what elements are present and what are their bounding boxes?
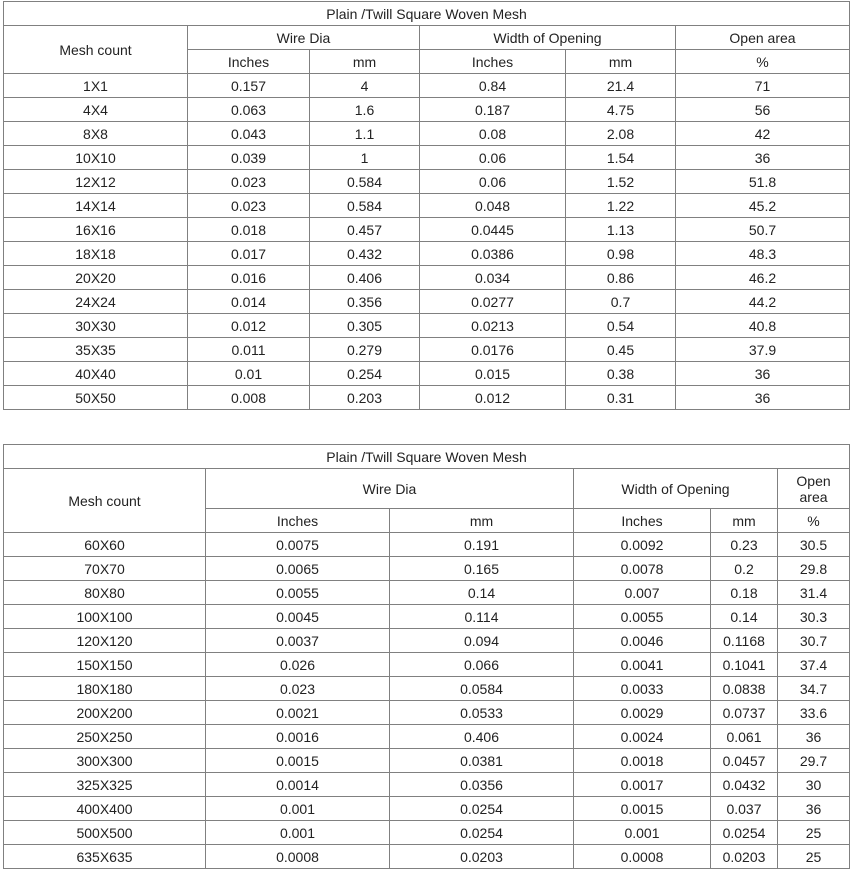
cell-wire-inches: 0.023	[188, 194, 310, 218]
cell-wire-inches: 0.001	[206, 797, 390, 821]
cell-opening-inches: 0.84	[420, 74, 566, 98]
table-row	[4, 122, 850, 146]
cell-opening-inches: 0.007	[574, 581, 711, 605]
table-row	[4, 266, 850, 290]
cell-open-area: 45.2	[676, 194, 850, 218]
cell-open-area: 25	[778, 845, 850, 869]
cell-opening-inches: 0.0046	[574, 629, 711, 653]
table-row	[4, 74, 850, 98]
cell-wire-inches: 0.0045	[206, 605, 390, 629]
cell-wire-inches: 0.0015	[206, 749, 390, 773]
cell-mesh-count: 60X60	[4, 533, 206, 557]
cell-opening-inches: 0.0033	[574, 677, 711, 701]
cell-open-area: 40.8	[676, 314, 850, 338]
cell-opening-mm: 0.31	[566, 386, 676, 410]
header-open-area-percent: %	[676, 50, 850, 74]
cell-wire-mm: 0.0381	[390, 749, 574, 773]
cell-mesh-count: 70X70	[4, 557, 206, 581]
cell-opening-mm: 0.23	[711, 533, 778, 557]
cell-wire-inches: 0.039	[188, 146, 310, 170]
cell-wire-mm: 0.254	[310, 362, 420, 386]
table-row	[4, 533, 850, 557]
cell-opening-inches: 0.015	[420, 362, 566, 386]
cell-wire-mm: 0.432	[310, 242, 420, 266]
cell-opening-mm: 2.08	[566, 122, 676, 146]
cell-wire-mm: 0.0533	[390, 701, 574, 725]
table-row	[4, 194, 850, 218]
cell-mesh-count: 635X635	[4, 845, 206, 869]
cell-opening-inches: 0.0008	[574, 845, 711, 869]
cell-opening-mm: 0.0432	[711, 773, 778, 797]
header-width-of-opening: Width of Opening	[574, 469, 778, 509]
header-wire-dia: Wire Dia	[188, 26, 420, 50]
table-row	[4, 242, 850, 266]
cell-open-area: 37.9	[676, 338, 850, 362]
cell-wire-mm: 0.0254	[390, 797, 574, 821]
cell-opening-mm: 1.22	[566, 194, 676, 218]
cell-opening-mm: 0.037	[711, 797, 778, 821]
table-row	[4, 146, 850, 170]
cell-opening-inches: 0.06	[420, 170, 566, 194]
cell-mesh-count: 200X200	[4, 701, 206, 725]
table-row	[4, 821, 850, 845]
cell-wire-mm: 0.094	[390, 629, 574, 653]
cell-opening-inches: 0.187	[420, 98, 566, 122]
header-open-area-line1: Open	[796, 472, 831, 489]
cell-mesh-count: 4X4	[4, 98, 188, 122]
cell-opening-inches: 0.012	[420, 386, 566, 410]
cell-opening-inches: 0.08	[420, 122, 566, 146]
cell-wire-inches: 0.0055	[206, 581, 390, 605]
cell-open-area: 25	[778, 821, 850, 845]
cell-open-area: 30	[778, 773, 850, 797]
cell-mesh-count: 120X120	[4, 629, 206, 653]
cell-opening-inches: 0.0277	[420, 290, 566, 314]
table-title: Plain /Twill Square Woven Mesh	[4, 445, 850, 469]
table-row	[4, 605, 850, 629]
header-row-group	[4, 26, 850, 50]
cell-opening-mm: 0.0254	[711, 821, 778, 845]
cell-opening-mm: 0.14	[711, 605, 778, 629]
cell-opening-inches: 0.001	[574, 821, 711, 845]
cell-mesh-count: 20X20	[4, 266, 188, 290]
table-row	[4, 653, 850, 677]
cell-wire-inches: 0.017	[188, 242, 310, 266]
header-wire-dia: Wire Dia	[206, 469, 574, 509]
cell-opening-mm: 0.1041	[711, 653, 778, 677]
cell-wire-mm: 0.14	[390, 581, 574, 605]
table-title: Plain /Twill Square Woven Mesh	[4, 2, 850, 26]
cell-open-area: 71	[676, 74, 850, 98]
header-open-area: Open area	[676, 26, 850, 50]
cell-wire-mm: 0.0203	[390, 845, 574, 869]
cell-mesh-count: 16X16	[4, 218, 188, 242]
cell-wire-mm: 0.279	[310, 338, 420, 362]
table-row	[4, 845, 850, 869]
cell-mesh-count: 250X250	[4, 725, 206, 749]
cell-opening-inches: 0.0017	[574, 773, 711, 797]
cell-opening-mm: 0.98	[566, 242, 676, 266]
cell-mesh-count: 35X35	[4, 338, 188, 362]
cell-open-area: 44.2	[676, 290, 850, 314]
cell-wire-mm: 1.6	[310, 98, 420, 122]
cell-opening-inches: 0.0092	[574, 533, 711, 557]
table-row	[4, 797, 850, 821]
table-row	[4, 338, 850, 362]
table-row	[4, 314, 850, 338]
cell-opening-mm: 0.38	[566, 362, 676, 386]
table-row	[4, 386, 850, 410]
cell-wire-inches: 0.157	[188, 74, 310, 98]
cell-open-area: 36	[676, 362, 850, 386]
cell-opening-mm: 0.7	[566, 290, 676, 314]
cell-wire-inches: 0.0008	[206, 845, 390, 869]
header-wire-inches: Inches	[188, 50, 310, 74]
cell-mesh-count: 150X150	[4, 653, 206, 677]
table-row	[4, 773, 850, 797]
table-row	[4, 98, 850, 122]
cell-opening-mm: 0.86	[566, 266, 676, 290]
table-row	[4, 218, 850, 242]
header-opening-mm: mm	[711, 509, 778, 533]
cell-wire-mm: 0.457	[310, 218, 420, 242]
cell-wire-inches: 0.063	[188, 98, 310, 122]
cell-wire-inches: 0.011	[188, 338, 310, 362]
table-row	[4, 557, 850, 581]
table-title-row	[4, 2, 850, 26]
table-title-row	[4, 445, 850, 469]
cell-open-area: 33.6	[778, 701, 850, 725]
cell-opening-inches: 0.0445	[420, 218, 566, 242]
cell-open-area: 37.4	[778, 653, 850, 677]
cell-mesh-count: 100X100	[4, 605, 206, 629]
cell-wire-mm: 0.584	[310, 170, 420, 194]
header-mesh-count: Mesh count	[4, 469, 206, 533]
table-row	[4, 749, 850, 773]
cell-open-area: 36	[676, 386, 850, 410]
cell-wire-inches: 0.0075	[206, 533, 390, 557]
cell-opening-mm: 0.1168	[711, 629, 778, 653]
cell-open-area: 30.3	[778, 605, 850, 629]
cell-opening-mm: 0.0838	[711, 677, 778, 701]
cell-mesh-count: 18X18	[4, 242, 188, 266]
cell-opening-inches: 0.0386	[420, 242, 566, 266]
cell-opening-inches: 0.0041	[574, 653, 711, 677]
cell-mesh-count: 10X10	[4, 146, 188, 170]
cell-opening-inches: 0.0213	[420, 314, 566, 338]
header-opening-mm: mm	[566, 50, 676, 74]
header-row-group	[4, 469, 850, 509]
cell-opening-mm: 0.45	[566, 338, 676, 362]
cell-opening-inches: 0.0015	[574, 797, 711, 821]
cell-opening-inches: 0.0176	[420, 338, 566, 362]
cell-mesh-count: 40X40	[4, 362, 188, 386]
cell-wire-mm: 1.1	[310, 122, 420, 146]
header-open-area	[778, 469, 850, 509]
cell-wire-mm: 0.406	[310, 266, 420, 290]
cell-wire-inches: 0.01	[188, 362, 310, 386]
cell-open-area: 30.5	[778, 533, 850, 557]
header-wire-mm: mm	[390, 509, 574, 533]
cell-wire-inches: 0.0065	[206, 557, 390, 581]
cell-wire-inches: 0.0014	[206, 773, 390, 797]
cell-opening-mm: 1.54	[566, 146, 676, 170]
cell-opening-inches: 0.0078	[574, 557, 711, 581]
table-row	[4, 725, 850, 749]
cell-mesh-count: 14X14	[4, 194, 188, 218]
cell-open-area: 48.3	[676, 242, 850, 266]
cell-mesh-count: 24X24	[4, 290, 188, 314]
cell-wire-inches: 0.0021	[206, 701, 390, 725]
cell-open-area: 51.8	[676, 170, 850, 194]
cell-wire-mm: 0.191	[390, 533, 574, 557]
cell-mesh-count: 8X8	[4, 122, 188, 146]
cell-wire-mm: 0.114	[390, 605, 574, 629]
cell-mesh-count: 500X500	[4, 821, 206, 845]
cell-wire-inches: 0.043	[188, 122, 310, 146]
cell-wire-inches: 0.018	[188, 218, 310, 242]
mesh-table-fine	[3, 444, 850, 869]
cell-opening-mm: 4.75	[566, 98, 676, 122]
header-opening-inches: Inches	[420, 50, 566, 74]
cell-wire-inches: 0.023	[206, 677, 390, 701]
cell-mesh-count: 400X400	[4, 797, 206, 821]
table-row	[4, 701, 850, 725]
cell-wire-mm: 4	[310, 74, 420, 98]
cell-wire-inches: 0.023	[188, 170, 310, 194]
mesh-table-coarse	[3, 1, 850, 410]
cell-opening-inches: 0.0024	[574, 725, 711, 749]
cell-open-area: 42	[676, 122, 850, 146]
cell-wire-mm: 0.0584	[390, 677, 574, 701]
cell-wire-inches: 0.001	[206, 821, 390, 845]
table-row	[4, 581, 850, 605]
cell-opening-inches: 0.048	[420, 194, 566, 218]
cell-wire-inches: 0.014	[188, 290, 310, 314]
cell-mesh-count: 50X50	[4, 386, 188, 410]
cell-wire-inches: 0.0016	[206, 725, 390, 749]
cell-opening-mm: 0.2	[711, 557, 778, 581]
cell-wire-mm: 0.584	[310, 194, 420, 218]
cell-wire-mm: 0.165	[390, 557, 574, 581]
cell-mesh-count: 180X180	[4, 677, 206, 701]
cell-open-area: 50.7	[676, 218, 850, 242]
cell-mesh-count: 80X80	[4, 581, 206, 605]
table-row	[4, 170, 850, 194]
header-open-area-percent: %	[778, 509, 850, 533]
cell-wire-mm: 0.0254	[390, 821, 574, 845]
cell-open-area: 30.7	[778, 629, 850, 653]
header-open-area-line2: area	[799, 488, 828, 505]
cell-wire-inches: 0.026	[206, 653, 390, 677]
cell-open-area: 46.2	[676, 266, 850, 290]
cell-opening-inches: 0.0055	[574, 605, 711, 629]
cell-opening-mm: 0.0203	[711, 845, 778, 869]
cell-opening-mm: 0.54	[566, 314, 676, 338]
cell-opening-inches: 0.06	[420, 146, 566, 170]
cell-open-area: 36	[778, 725, 850, 749]
cell-opening-inches: 0.034	[420, 266, 566, 290]
cell-mesh-count: 1X1	[4, 74, 188, 98]
cell-wire-mm: 0.0356	[390, 773, 574, 797]
cell-mesh-count: 30X30	[4, 314, 188, 338]
header-wire-inches: Inches	[206, 509, 390, 533]
cell-wire-inches: 0.016	[188, 266, 310, 290]
cell-mesh-count: 325X325	[4, 773, 206, 797]
header-opening-inches: Inches	[574, 509, 711, 533]
cell-open-area: 36	[676, 146, 850, 170]
cell-open-area: 34.7	[778, 677, 850, 701]
cell-wire-mm: 1	[310, 146, 420, 170]
cell-opening-inches: 0.0018	[574, 749, 711, 773]
table-row	[4, 290, 850, 314]
cell-wire-inches: 0.008	[188, 386, 310, 410]
cell-open-area: 56	[676, 98, 850, 122]
cell-opening-mm: 1.13	[566, 218, 676, 242]
table-row	[4, 629, 850, 653]
cell-wire-mm: 0.406	[390, 725, 574, 749]
cell-wire-inches: 0.0037	[206, 629, 390, 653]
cell-wire-mm: 0.066	[390, 653, 574, 677]
cell-wire-mm: 0.356	[310, 290, 420, 314]
cell-open-area: 29.8	[778, 557, 850, 581]
cell-open-area: 31.4	[778, 581, 850, 605]
table-row	[4, 677, 850, 701]
header-width-of-opening: Width of Opening	[420, 26, 676, 50]
cell-wire-inches: 0.012	[188, 314, 310, 338]
cell-wire-mm: 0.203	[310, 386, 420, 410]
header-mesh-count: Mesh count	[4, 26, 188, 74]
cell-opening-mm: 0.18	[711, 581, 778, 605]
cell-mesh-count: 300X300	[4, 749, 206, 773]
header-wire-mm: mm	[310, 50, 420, 74]
cell-opening-mm: 0.061	[711, 725, 778, 749]
table-row	[4, 362, 850, 386]
cell-opening-mm: 0.0737	[711, 701, 778, 725]
cell-open-area: 29.7	[778, 749, 850, 773]
cell-opening-mm: 21.4	[566, 74, 676, 98]
cell-opening-inches: 0.0029	[574, 701, 711, 725]
cell-open-area: 36	[778, 797, 850, 821]
cell-wire-mm: 0.305	[310, 314, 420, 338]
cell-opening-mm: 0.0457	[711, 749, 778, 773]
cell-opening-mm: 1.52	[566, 170, 676, 194]
cell-mesh-count: 12X12	[4, 170, 188, 194]
